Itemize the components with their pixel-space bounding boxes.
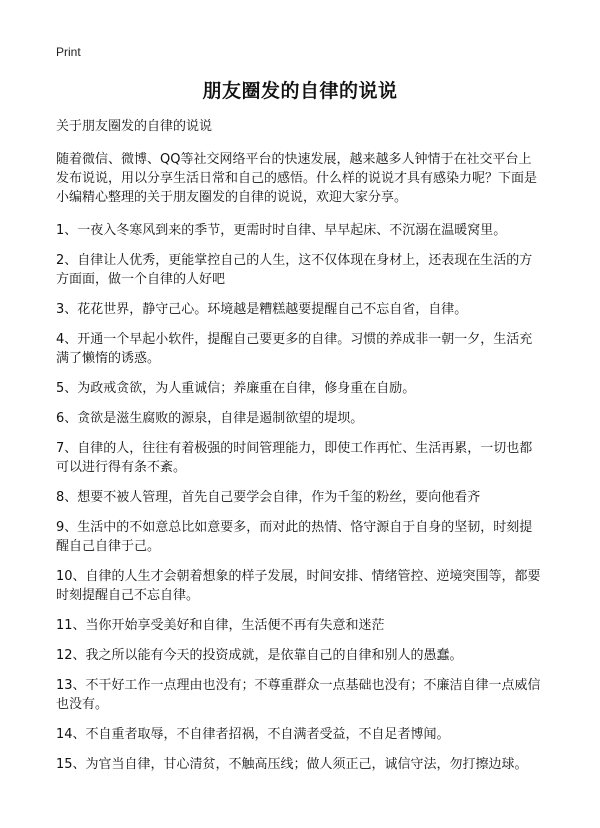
list-item: 12、我之所以能有今天的投资成就，是依靠自己的自律和别人的愚蠢。	[56, 648, 463, 663]
item-list	[56, 221, 544, 774]
list-item: 14、不自重者取辱，不自律者招祸，不自满者受益，不自足者博闻。	[56, 727, 450, 742]
list-item: 11、当你开始享受美好和自律，生活便不再有失意和迷茫	[56, 618, 385, 633]
list-item: 7、自律的人，往往有着极强的时间管理能力，即使工作再忙、生活再累，一切也都可以进行得有条不紊。	[56, 441, 533, 475]
list-item: 2、自律让人优秀，更能掌控自己的人生，这不仅体现在身材上，还表现在生活的方方面面，做一个自律的人好吧	[56, 253, 533, 287]
list-item: 8、想要不被人管理，首先自己要学会自律，作为千玺的粉丝，要向他看齐	[56, 490, 481, 505]
list-item: 4、开通一个早起小软件，提醒自己要更多的自律。习惯的养成非一朝一夕，生活充满了懒惰的诱惑。	[56, 332, 533, 366]
list-item: 3、花花世界，静守己心。环境越是糟糕越要提醒自己不忘自省，自律。	[56, 302, 468, 317]
page-title: 朋友圈发的自律的说说	[202, 80, 398, 102]
list-item: 10、自律的人生才会朝着想象的样子发展，时间安排、情绪管控、逆境突围等，都要时刻提醒自己不忘自律。	[56, 569, 541, 603]
list-item: 5、为政戒贪欲，为人重诚信；养廉重在自律，修身重在自励。	[56, 381, 416, 396]
list-item: 6、贪欲是滋生腐败的源泉，自律是遏制欲望的堤坝。	[56, 411, 364, 426]
list-item: 15、为官当自律，甘心清贫，不触高压线；做人须正己，诚信守法，勿打擦边球。	[56, 757, 528, 772]
list-item: 9、生活中的不如意总比如意要多，而对此的热情、恪守源自于自身的坚韧，时刻提醒自己自律于己。	[56, 520, 533, 554]
page-subtitle: 关于朋友圈发的自律的说说	[56, 119, 213, 134]
intro-paragraph: 随着微信、微博、QQ等社交网络平台的快速发展，越来越多人钟情于在社交平台上发布说说，用以分享生活日常和自己的感悟。什么样的说说才具有感染力呢？下面是小编精心整理的关于朋友圈发的自律的说说，欢迎大家分享。	[56, 152, 538, 205]
print-link[interactable]: Print	[56, 45, 81, 59]
list-item: 1、一夜入冬寒风到来的季节，更需时时自律、早早起床、不沉溺在温暖窝里。	[56, 223, 507, 238]
list-item: 13、不干好工作一点理由也没有；不尊重群众一点基础也没有；不廉洁自律一点威信也没有。	[56, 678, 541, 712]
